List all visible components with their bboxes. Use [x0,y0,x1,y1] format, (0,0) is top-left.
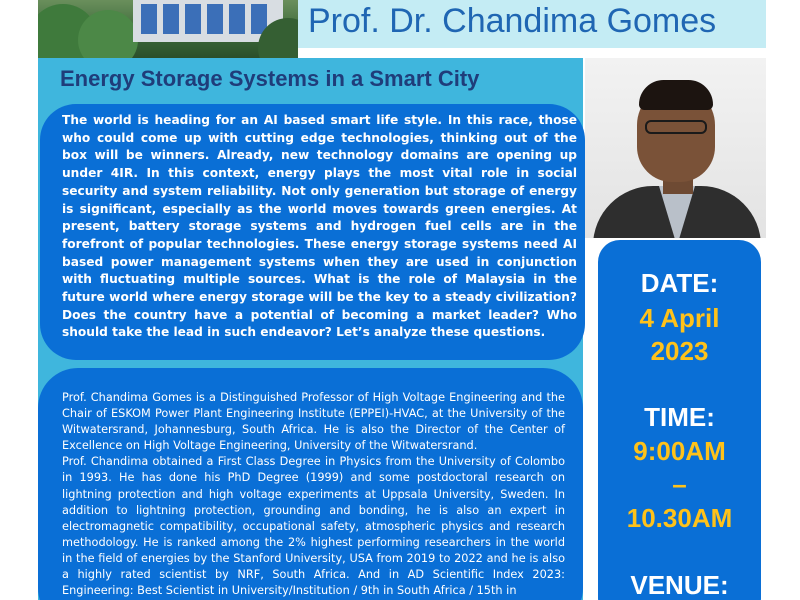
bio-paragraph-2: Prof. Chandima obtained a First Class Degree in Physics from the University of Colombo in 1993. He has done his PhD Degree (1999) and some postdoctoral research on lightning protection and high voltage experiments at Uppsala University, Sweden. In addition to lightning protection, grounding and bonding, he is also an expert in electromagnetic compatibility, occupational safety, atmospheric physics and research methodology. He is ranked among the 2% highest performing researchers in the world in the field of energies by the Stanford University, USA from 2019 to 2022 and he is also a highly rated scientist by NRF, South Africa. And in AD Scientific Index 2023: Engineering: Best Scientist in University/Institution / 9th in South Africa / 15th in [62,455,565,598]
time-label: TIME: [644,402,715,432]
time-start: 9:00AM [633,436,726,466]
time-dash: – [672,469,687,499]
speaker-photo [585,58,766,238]
talk-title: Energy Storage Systems in a Smart City [60,66,480,91]
date-label: DATE: [640,268,719,298]
speaker-name: Prof. Dr. Chandima Gomes [298,0,766,48]
building-photo [38,0,298,58]
date-day: 4 April [639,303,720,333]
abstract-box [40,104,585,360]
time-end: 10.30AM [626,503,733,533]
bio-paragraph-1: Prof. Chandima Gomes is a Distinguished Professor of High Voltage Engineering and the Chair of ESKOM Power Plant Engineering Institute (EPPEI)-HVAC, at the University of the Witwatersrand, Johannesburg, South Africa. He is also the Director of the Center of Excellence on High Voltage Engineering, University of the Witwatersrand. [62,391,565,453]
date-year: 2023 [650,336,709,366]
abstract-text: The world is heading for an AI based smart life style. In this race, those who could come up with cutting edge technologies, thinking out of the box will be winners. Already, new technology domains are opening up under 4IR. In this context, energy plays the most vital role in social security and system reliability. Not only generation but storage of energy is significant, especially as the world moves towards green energies. At present, battery storage systems and hydrogen fuel cells are in the forefront of popular technologies. These energy storage systems need AI based power management systems when they are used in conjunction with fluctuating multiple sources. What is the role of Malaysia in the future world where energy storage will be the key to a steady civilization? Does the country have a potential of becoming a market leader? Who should take the lead in such endeavor? Let’s analyze these questions. [62,113,577,340]
venue-label: VENUE: [630,570,729,600]
bio-box [38,368,583,600]
event-info-panel [598,240,761,600]
